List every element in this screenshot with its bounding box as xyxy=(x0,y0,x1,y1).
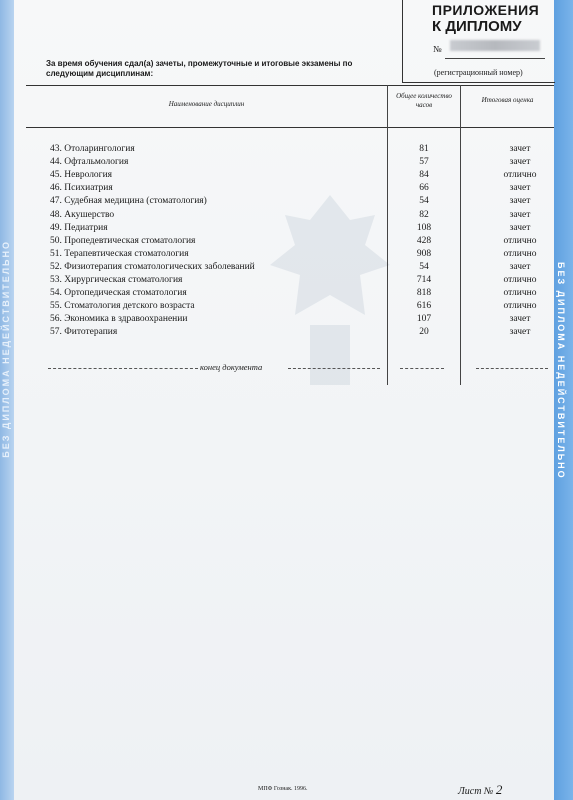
discipline-name: 57. Фитотерапия xyxy=(50,327,118,338)
discipline-name: 45. Неврология xyxy=(50,170,113,181)
discipline-name: 52. Физиотерапия стоматологических заболеваний xyxy=(50,261,255,272)
discipline-grade: зачет xyxy=(509,157,531,168)
discipline-grade: зачет xyxy=(509,222,531,233)
column-header-name: Наименование дисциплин xyxy=(168,100,245,108)
redacted-number xyxy=(450,40,540,51)
discipline-grade: отлично xyxy=(503,235,537,246)
discipline-hours: 84 xyxy=(419,170,429,181)
side-text-right: БЕЗ ДИПЛОМА НЕДЕЙСТВИТЕЛЬНО xyxy=(556,262,566,480)
table-header-border xyxy=(26,127,554,128)
table-row xyxy=(26,196,554,209)
discipline-name: 47. Судебная медицина (стоматология) xyxy=(50,196,207,207)
discipline-grade: отлично xyxy=(503,288,537,299)
discipline-hours: 108 xyxy=(416,222,432,233)
discipline-grade: отлично xyxy=(503,248,537,259)
discipline-name: 43. Отоларингология xyxy=(50,144,135,154)
end-dash-middle xyxy=(288,368,380,369)
discipline-name: 51. Терапевтическая стоматология xyxy=(50,248,189,259)
discipline-grade: зачет xyxy=(509,261,531,272)
table-row xyxy=(26,262,554,275)
column-header-hours: Общее количество часов xyxy=(396,92,452,109)
discipline-grade: зачет xyxy=(509,196,531,207)
discipline-hours: 616 xyxy=(416,301,432,312)
discipline-grade: отлично xyxy=(503,275,537,285)
discipline-grade: зачет xyxy=(509,327,531,338)
sheet-label: Лист № xyxy=(458,786,494,797)
table-row xyxy=(26,183,554,196)
discipline-hours: 54 xyxy=(419,196,429,207)
discipline-hours: 20 xyxy=(419,327,429,338)
discipline-hours: 714 xyxy=(416,275,432,285)
discipline-hours: 818 xyxy=(416,288,432,299)
end-dash-grade xyxy=(476,368,548,369)
discipline-grade: зачет xyxy=(509,183,531,194)
intro-text: За время обучения сдал(а) зачеты, промежуточные и итоговые экзамены по следующим дисциплинам: xyxy=(46,59,353,78)
discipline-hours: 428 xyxy=(416,235,432,246)
discipline-hours: 107 xyxy=(416,314,432,325)
discipline-hours: 66 xyxy=(419,183,429,194)
number-underline xyxy=(445,58,545,59)
table-row xyxy=(26,249,554,262)
side-text-left: БЕЗ ДИПЛОМА НЕДЕЙСТВИТЕЛЬНО xyxy=(1,240,11,458)
table-row xyxy=(26,157,554,170)
discipline-hours: 81 xyxy=(419,144,429,154)
end-marker-text: конец документа xyxy=(200,362,263,372)
discipline-grade: отлично xyxy=(503,301,537,312)
discipline-hours: 908 xyxy=(416,248,432,259)
discipline-name: 54. Ортопедическая стоматология xyxy=(50,288,187,299)
column-header-grade: Итоговая оценка xyxy=(481,96,534,104)
table-top-border xyxy=(26,85,554,86)
discipline-grade: зачет xyxy=(509,314,531,325)
discipline-name: 55. Стоматология детского возраста xyxy=(50,301,195,312)
table-row xyxy=(26,327,554,340)
sheet-number-value: 2 xyxy=(495,782,503,797)
discipline-hours: 54 xyxy=(419,261,429,272)
discipline-hours: 82 xyxy=(419,209,429,220)
end-dash-hours xyxy=(400,368,444,369)
discipline-name: 44. Офтальмология xyxy=(50,157,129,168)
table-row xyxy=(26,170,554,183)
table-row xyxy=(26,314,554,327)
sheet-number xyxy=(458,782,502,798)
table-row xyxy=(26,210,554,223)
discipline-name: 53. Хирургическая стоматология xyxy=(50,275,183,285)
table-row xyxy=(26,144,554,157)
table-row xyxy=(26,301,554,314)
discipline-name: 49. Педиатрия xyxy=(50,222,108,233)
table-row xyxy=(26,275,554,288)
registration-number-label: (регистрационный номер) xyxy=(434,68,523,77)
discipline-grade: зачет xyxy=(509,209,531,220)
print-info: МПФ Гознак. 1996. xyxy=(258,786,308,792)
table-row xyxy=(26,223,554,236)
discipline-hours: 57 xyxy=(419,157,429,168)
header-title-line1: ПРИЛОЖЕНИЯ xyxy=(432,2,540,18)
table-row xyxy=(26,236,554,249)
discipline-grade: зачет xyxy=(509,144,531,154)
discipline-grade: отлично xyxy=(503,170,537,181)
number-sign: № xyxy=(433,44,442,54)
table-row xyxy=(26,288,554,301)
discipline-name: 50. Пропедевтическая стоматология xyxy=(50,235,196,246)
discipline-name: 48. Акушерство xyxy=(50,209,115,220)
end-dash-left xyxy=(48,368,198,369)
discipline-name: 46. Психиатрия xyxy=(50,183,113,194)
header-title-line2: К ДИПЛОМУ xyxy=(432,18,522,35)
discipline-name: 56. Экономика в здравоохранении xyxy=(50,314,188,325)
